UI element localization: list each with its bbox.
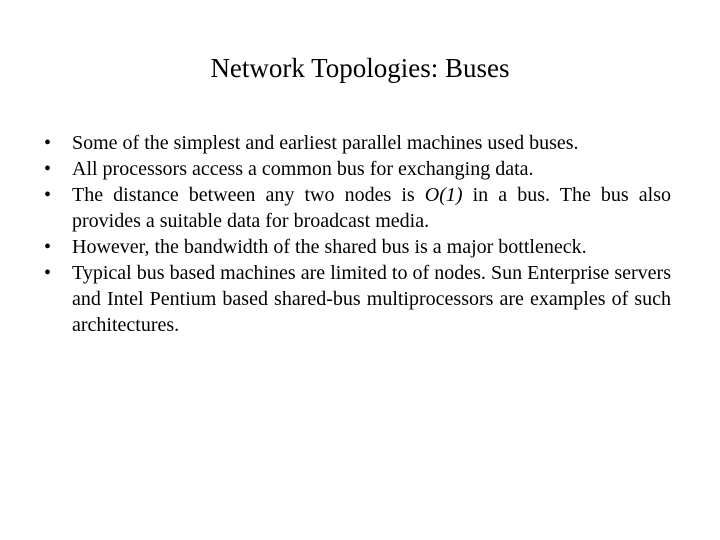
bullet-text-before: The distance between any two nodes is (72, 184, 425, 206)
bullet-text: Some of the simplest and earliest parallel machines used buses. (72, 132, 579, 154)
bullet-text: Typical bus based machines are limited to of nodes. Sun Enterprise servers and Intel Pentium based shared-bus multiprocessors are examples of such architectures. (72, 262, 671, 336)
big-o-notation: O(1) (424, 184, 463, 206)
bullet-glyph: • (44, 158, 52, 180)
bullet-text: However, the bandwidth of the shared bus is a major bottleneck. (72, 236, 587, 258)
slide-title: Network Topologies: Buses (210, 53, 510, 83)
bullet-glyph: • (44, 236, 52, 258)
bullet-list (44, 130, 671, 338)
bullet-glyph: • (44, 184, 52, 206)
bullet-text-after: in a bus. The bus also provides a suitable data for broadcast media. (72, 184, 671, 232)
bullet-item-4 (44, 234, 671, 260)
bullet-glyph: • (44, 262, 52, 284)
bullet-item-3 (44, 182, 671, 234)
bullet-item-5 (44, 260, 671, 338)
bullet-item-1 (44, 130, 671, 156)
bullet-text: All processors access a common bus for exchanging data. (72, 158, 534, 180)
bullet-glyph: • (44, 132, 52, 154)
bullet-item-2 (44, 156, 671, 182)
